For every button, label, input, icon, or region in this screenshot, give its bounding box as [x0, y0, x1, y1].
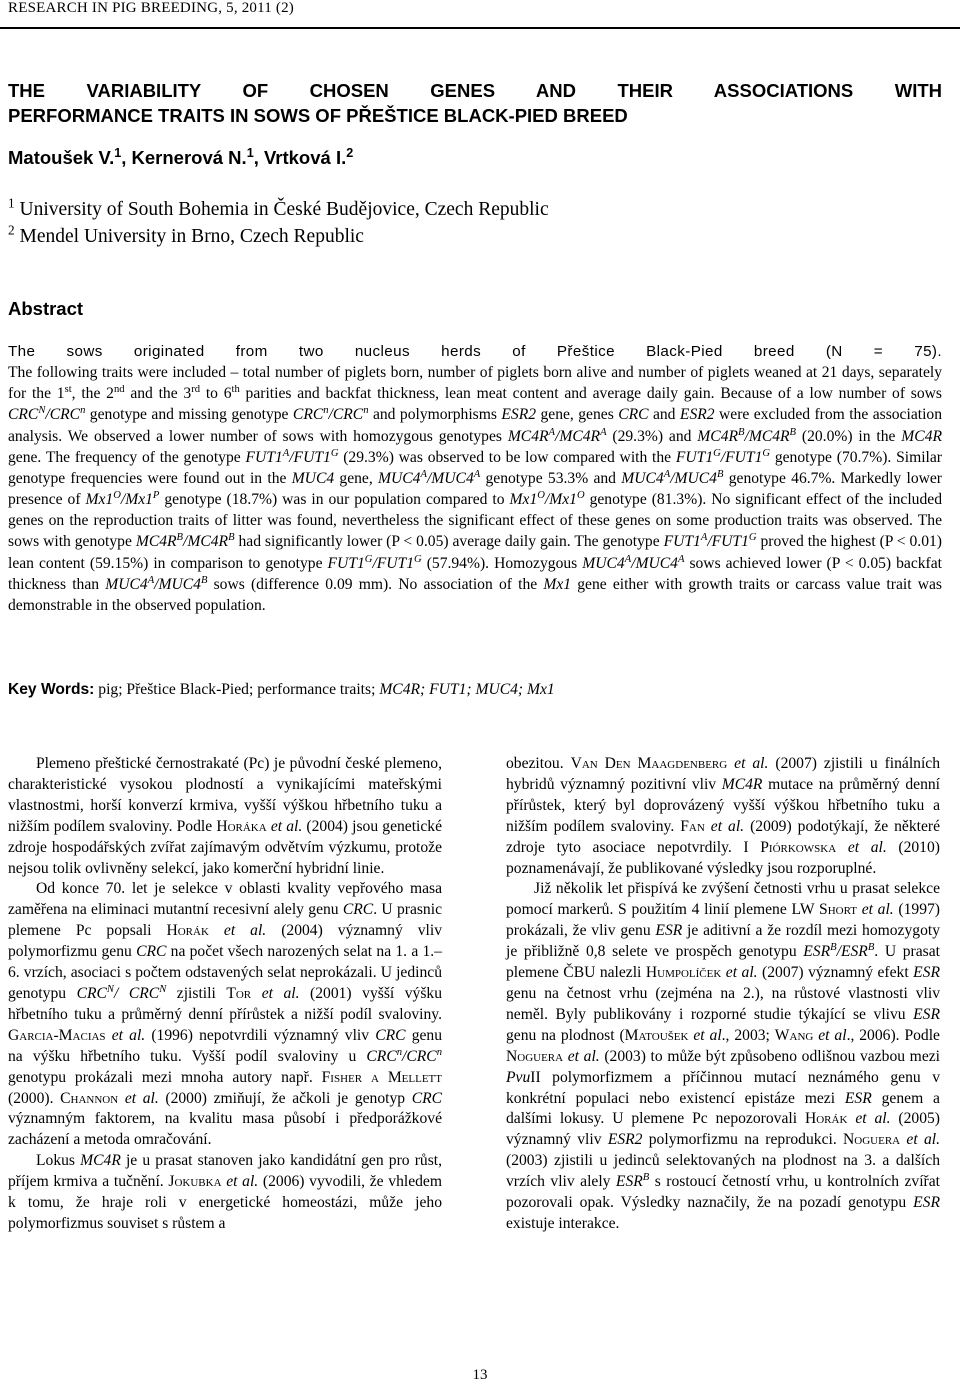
title-line-2: PERFORMANCE TRAITS IN SOWS OF PŘEŠTICE BLACK-PIED BREED	[8, 105, 628, 126]
author-list: Matoušek V.$^1$, Kernerová N.$^1$, Vrtková I.$^2$	[8, 145, 354, 168]
page-number: 13	[472, 1367, 488, 1383]
abstract-first-line: The sows originated from two nucleus herds of Přeštice Black-Pied breed (N = 75).	[8, 343, 942, 360]
affiliation-2: $^2$ Mendel University in Brno, Czech Republic	[8, 222, 364, 247]
paragraph: Lokus MC4R je u prasat stanoven jako kandidátní gen pro růst, příjem krmiva a tučnění. Jokubka et al. (2006) vyvodili, že vhledem k tomu, že hraje roli v energetické homeostázi, může jeho polymorfizmus souviset s růstem a	[8, 1152, 442, 1232]
journal-header: RESEARCH IN PIG BREEDING, 5, 2011 (2)	[8, 0, 295, 16]
author-1: Matoušek V.	[8, 147, 115, 168]
paragraph: Již několik let přispívá ke zvýšení četnosti vrhu u prasat selekce pomocí markerů. S použitím 4 linií plemene LW Short et al. (1997) prokázali, že vliv genu ESR je aditivní a že rozdíl mezi homozygoty je přibližně 0,8 selete ve prospěch genotypu $ESR^B/ESR^B$. U prasat plemene ČBU nalezli Humpolíček et al. (2007) významný efekt ESR genu na četnost vrhu (zejména na 2.), na růstové vlastnosti vliv neměl. Byly publikovány i rozporné studie týkající se vlivu ESR genu na plodnost (Matoušek et al., 2003; Wang et al., 2006). Podle Noguera et al. (2003) to může být způsobeno odlišnou vazbou mezi PvuII polymorfizmem a příčinnou mutací neznámého genu v konkrétní populaci nebo existencí epistáze mezi ESR genem a dalšími lokusy. U plemene Pc nepozorovali Horák et al. (2005) významný vliv ESR2 polymorfizmu na reprodukci. Noguera et al. (2003) zjistili u jedinců selektovaných na plodnost na 3. a dalších vrzích vliv alely $ESR^B$ s rostoucí četností vrhu, u kontrolních zvířat pozorovali opak. Výsledky naznačily, že na pozadí genotypu ESR existuje interakce.	[506, 880, 941, 1232]
paper-title	[8, 78, 942, 128]
keywords: Key Words: pig; Přeštice Black-Pied; performance traits; MC4R; FUT1; MUC4; Mx1	[8, 681, 555, 698]
affiliation-1: $^1$ University of South Bohemia in České Budějovice, Czech Republic	[8, 195, 549, 220]
author-2: , Kernerová N.	[121, 147, 247, 168]
title-line-1: THE VARIABILITY OF CHOSEN GENES AND THEIR ASSOCIATIONS WITH	[8, 80, 942, 101]
paragraph: Plemeno přeštické černostrakaté (Pc) je původní české plemeno, charakteristické vysokou plodností a vynikajícími mateřskými vlastnostmi, horší konverzí krmiva, vyšší výškou hřbetního tuku a nižším podílem svaloviny. Podle Horáka et al. (2004) jsou genetické zdroje hospodářských zvířat zajímavým odvětvím výzkumu, protože nejsou tolik ovlivněny selekcí, jako komerční hybridní linie.	[8, 755, 443, 877]
keywords-label: Key Words:	[8, 681, 95, 698]
paragraph: obezitou. Van Den Maagdenberg et al. (2007) zjistili u finálních hybridů významný pozitivní vliv MC4R mutace na průměrný denní přírůstek, který byl doprovázený vyšší výškou hřbetního tuku a nižším podílem svaloviny. Fan et al. (2009) podotýkají, že některé zdroje tyto asociace nepotvrdily. I Piórkowska et al. (2010) poznamenávají, že publikované výsledky jsou rozporuplné.	[506, 755, 941, 877]
author-3: , Vrtková I.	[253, 147, 347, 168]
header-rule	[0, 27, 960, 29]
paragraph: Od konce 70. let je selekce v oblasti kvality vepřového masa zaměřena na eliminaci mutantní recesivní alely genu CRC. U prasnic plemene Pc popsali Horák et al. (2004) významný vliv polymorfizmu genu CRC na počet všech narozených selat na 1. a 1.–6. vrzích, asociaci s počtem odstavených selat neprokázali. U jedinců genotypu $CRC^N/$ $CRC^N$ zjistili Tor et al. (2001) vyšší výšku hřbetního tuku a průměrný denní přírůstek a nižší podíl svaloviny. Garcia-Macias et al. (1996) nepotvrdili významný vliv CRC genu na výšku hřbetního tuku. Vyšší podíl svaloviny u CRC$^n$/CRC$^n$ genotypu prokázali mezi mnoha autory např. Fisher a Mellett (2000). Channon et al. (2000) zmiňují, že ačkoli je genotyp CRC významným faktorem, na kvalitu masa působí i předporážkové zacházení a metoda omračování.	[8, 880, 443, 1149]
body-column-left	[8, 754, 442, 1235]
abstract-heading: Abstract	[8, 298, 84, 319]
body-column-right	[506, 754, 940, 1235]
abstract-body: The sows originated from two nucleus herds of Přeštice Black-Pied breed (N = 75). The following traits were included – total number of piglets born, number of piglets born alive and number of piglets weaned at 21 days, separately for the 1st, the 2nd and the 3rd to 6th parities and backfat thickness, lean meat content and average daily gain. Because of a low number of sows $CRC^N/CRC^n$ genotype and missing genotype CRC$^n$/CRC$^n$ and polymorphisms ESR2 gene, genes CRC and ESR2 were excluded from the association analysis. We observed a lower number of sows with homozygous genotypes $MC4R^A/MC4R^A$ (29.3%) and $MC4R^B/MC4R^B$ (20.0%) in the MC4R gene. The frequency of the genotype $FUT1^A/FUT1^G$ (29.3%) was observed to be low compared with the $FUT1^G/FUT1^G$ genotype (70.7%). Similar genotype frequencies were found out in the MUC4 gene, $MUC4^A/MUC4^A$ genotype 53.3% and $MUC4^A/MUC4^B$ genotype 46.7%. Markedly lower presence of $Mx1^O/Mx1^P$ genotype (18.7%) was in our population compared to $Mx1^O/Mx1^O$ genotype (81.3%). No significant effect of the included genes on the reproduction traits of litter was found, nevertheless the significant effect of these genes on some production traits was observed. The sows with genotype $MC4R^B/MC4R^B$ had significantly lower (P < 0.05) average daily gain. The genotype $FUT1^A/FUT1^G$ proved the highest (P < 0.01) lean content (59.15%) in comparison to genotype $FUT1^G/FUT1^G$ (57.94%). Homozygous $MUC4^A/MUC4^A$ sows achieved lower (P < 0.05) backfat thickness than $MUC4^A/MUC4^B$ sows (difference 0.09 mm). No association of the Mx1 gene either with growth traits or carcass value trait was demonstrable in the observed population.	[8, 343, 943, 614]
